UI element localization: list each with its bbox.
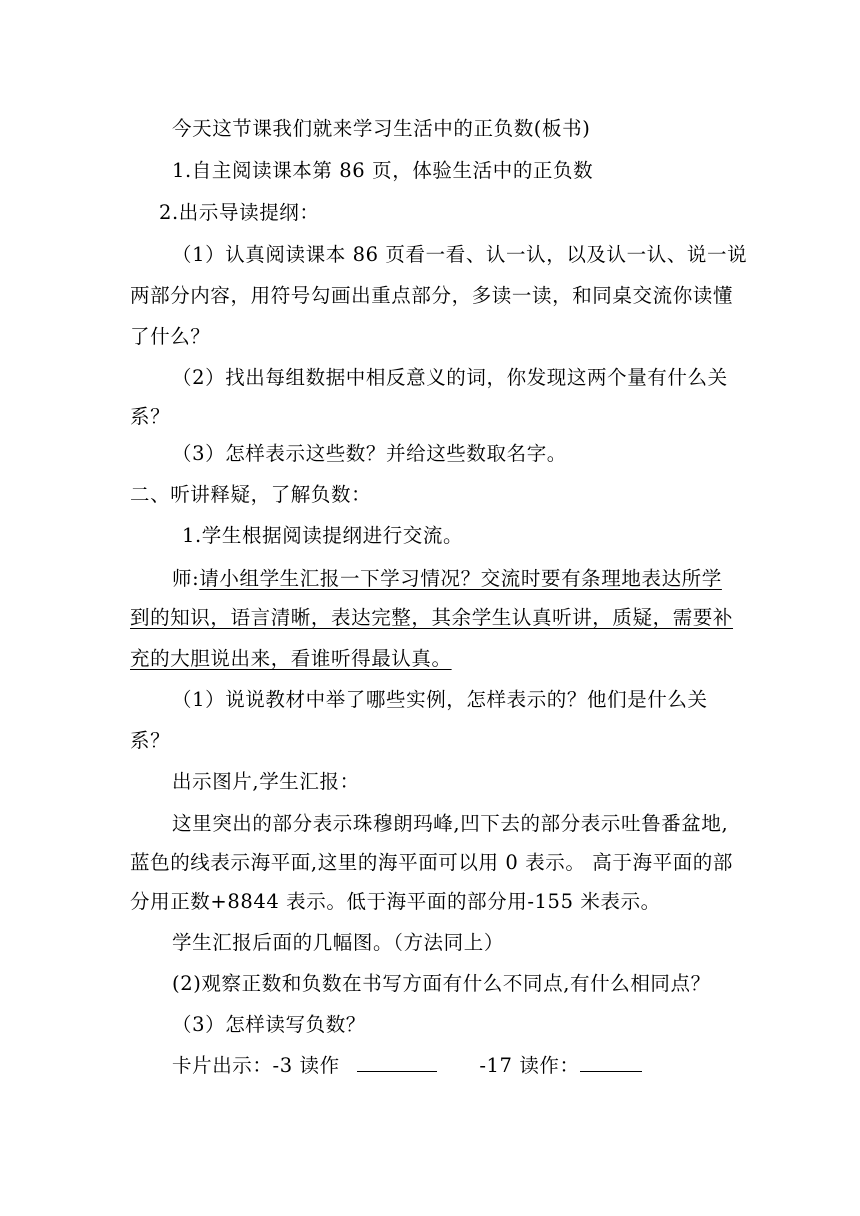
card-label-minus-17: -17 读作： <box>479 1054 580 1077</box>
outline-item-1-line-3: 了什么？ <box>130 325 211 348</box>
question-2-line: (2)观察正数和负数在书写方面有什么不同点,有什么相同点？ <box>172 972 711 995</box>
teacher-instruction-underlined-2: 到的知识，语言清晰，表达完整，其余学生认真听讲，质疑，需要补 <box>130 606 734 629</box>
outline-item-1-line-2: 两部分内容，用符号勾画出重点部分，多读一读，和同桌交流你读懂 <box>130 284 734 307</box>
step-1-line: 1.自主阅读课本第 86 页，体验生活中的正负数 <box>172 159 594 182</box>
report-line-3: 分用正数+8844 表示。低于海平面的部分用-155 米表示。 <box>130 890 661 913</box>
teacher-instruction-line-2 <box>130 605 733 631</box>
more-figures-line: 学生汇报后面的几幅图。（方法同上） <box>172 931 504 954</box>
exchange-step-line: 1.学生根据阅读提纲进行交流。 <box>182 524 464 547</box>
section-2-heading: 二、听讲释疑，了解负数： <box>130 483 372 506</box>
teacher-prefix: 师: <box>172 567 200 590</box>
teacher-instruction-line-3 <box>130 646 452 672</box>
outline-item-2-line-1: （2）找出每组数据中相反意义的词，你发现这两个量有什么关 <box>172 366 728 389</box>
show-picture-line: 出示图片,学生汇报： <box>172 770 360 793</box>
question-1-line-1: （1）说说教材中举了哪些实例，怎样表示的？他们是什么关 <box>172 688 708 711</box>
report-line-2: 蓝色的线表示海平面,这里的海平面可以用 0 表示。 高于海平面的部 <box>130 851 734 874</box>
outline-item-3-line: （3）怎样表示这些数？并给这些数取名字。 <box>172 442 567 465</box>
teacher-instruction-line-1 <box>172 566 722 592</box>
teacher-instruction-underlined-3: 充的大胆说出来，看谁听得最认真。 <box>130 647 452 670</box>
answer-blank-2[interactable] <box>580 1053 642 1072</box>
intro-paragraph: 今天这节课我们就来学习生活中的正负数(板书) <box>172 117 591 140</box>
step-2-line: 2.出示导读提纲： <box>159 201 320 224</box>
report-line-1: 这里突出的部分表示珠穆朗玛峰,凹下去的部分表示吐鲁番盆地, <box>172 812 729 835</box>
card-line <box>172 1053 642 1079</box>
outline-item-1-line-1: （1）认真阅读课本 86 页看一看、认一认，以及认一认、说一说 <box>172 243 748 266</box>
answer-blank-1[interactable] <box>357 1053 437 1072</box>
question-1-line-2: 系？ <box>130 729 171 752</box>
card-label-minus-3: 卡片出示：-3 读作 <box>172 1054 340 1077</box>
teacher-instruction-underlined-1: 请小组学生汇报一下学习情况？交流时要有条理地表达所学 <box>199 567 722 590</box>
question-3-line: （3）怎样读写负数？ <box>172 1013 366 1036</box>
outline-item-2-line-2: 系？ <box>130 405 171 428</box>
